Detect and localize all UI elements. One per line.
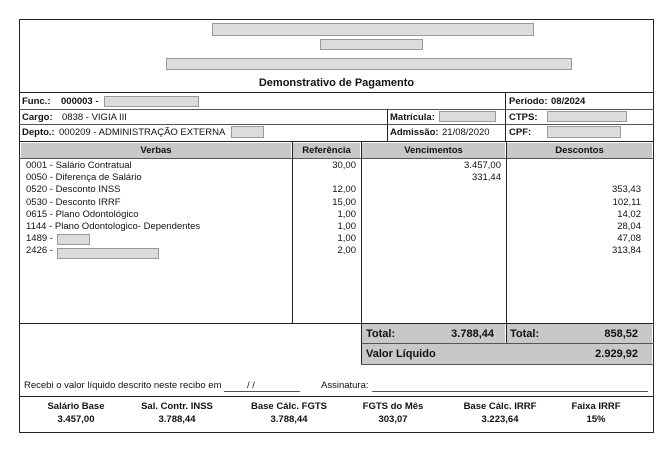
rule <box>19 92 654 93</box>
total-label-desc: Total: <box>510 328 540 340</box>
footer-label: Faixa IRRF <box>571 401 621 412</box>
cargo-label: Cargo: <box>22 112 53 123</box>
total-label-venc: Total: <box>366 328 396 340</box>
redacted-cpf <box>547 126 621 138</box>
rule <box>19 141 654 142</box>
footer-value: 303,07 <box>378 414 408 425</box>
line-item-desconto: 353,43 <box>611 184 641 196</box>
signature-label: Assinatura: <box>321 380 369 391</box>
line-item-referencia: 2,00 <box>337 245 356 257</box>
depto-label: Depto.: <box>22 127 55 138</box>
line-item-verba: 0520 - Desconto INSS <box>26 184 121 196</box>
cpf-label: CPF: <box>509 127 532 138</box>
matricula-label: Matrícula: <box>390 112 435 123</box>
divider <box>387 109 388 141</box>
line-item-referencia: 12,00 <box>332 184 356 196</box>
rule <box>361 364 654 365</box>
line-item-verba: 1489 - <box>26 233 53 245</box>
line-item-desconto: 28,04 <box>617 221 641 232</box>
func-value: 000003 - <box>61 96 99 107</box>
admissao-value: 21/08/2020 <box>442 127 490 138</box>
footer-value: 15% <box>586 414 606 425</box>
rule <box>19 124 654 125</box>
redacted-verba-2426 <box>57 248 159 259</box>
redacted-matricula <box>439 111 496 122</box>
redacted-employee-name <box>104 96 199 107</box>
func-label: Func.: <box>22 96 51 107</box>
date-line[interactable] <box>224 391 300 392</box>
line-item-referencia: 1,00 <box>337 233 356 245</box>
divider <box>505 109 506 141</box>
line-item-referencia: 30,00 <box>332 160 356 171</box>
footer-value: 3.223,64 <box>481 414 519 425</box>
redacted-depto-extra <box>231 126 264 138</box>
total-vencimentos: 3.788,44 <box>451 328 494 340</box>
col-verbas: Verbas <box>21 143 291 158</box>
cargo-value: 0838 - VIGIA III <box>62 112 127 123</box>
footer-value: 3.457,00 <box>57 414 95 425</box>
footer-label: Base Cálc. IRRF <box>463 401 537 412</box>
date-separator: / / <box>247 380 255 391</box>
line-item-verba: 0615 - Plano Odontológico <box>26 208 139 220</box>
periodo-value: 08/2024 <box>551 96 586 107</box>
line-item-verba: 2426 - <box>26 245 53 257</box>
depto-value: 000209 - ADMINISTRAÇÃO EXTERNA <box>59 127 226 138</box>
line-item-referencia: 1,00 <box>337 208 356 220</box>
col-descontos: Descontos <box>507 143 652 158</box>
ctps-label: CTPS: <box>509 112 538 123</box>
line-item-desconto: 47,08 <box>617 233 641 245</box>
line-item-vencimento: 3.457,00 <box>464 160 501 171</box>
col-referencia: Referência <box>293 143 360 158</box>
line-item-referencia: 15,00 <box>332 196 356 208</box>
footer-value: 3.788,44 <box>270 414 308 425</box>
footer-value: 3.788,44 <box>158 414 196 425</box>
footer-label: Salário Base <box>47 401 105 412</box>
redacted-company-id <box>320 39 423 50</box>
admissao-label: Admissão: <box>390 127 439 138</box>
redacted-company-address <box>166 58 572 70</box>
valor-liquido-label: Valor Líquido <box>366 348 436 360</box>
line-item-desconto: 313,84 <box>611 245 641 257</box>
line-item-verba: 0530 - Desconto IRRF <box>26 196 121 208</box>
valor-liquido-value: 2.929,92 <box>595 348 638 360</box>
rule <box>19 396 654 397</box>
line-item-referencia: 1,00 <box>337 221 356 232</box>
rule <box>19 109 654 110</box>
total-descontos: 858,52 <box>604 328 638 340</box>
footer-label: Sal. Contr. INSS <box>141 401 213 412</box>
divider <box>505 92 506 109</box>
line-item-verba: 1144 - Plano Odontologico- Dependentes <box>26 221 201 232</box>
document-title: Demonstrativo de Pagamento <box>258 77 415 89</box>
periodo-label: Período: <box>509 96 548 107</box>
footer-label: FGTS do Mês <box>362 401 424 412</box>
line-item-desconto: 14,02 <box>617 208 641 220</box>
rule <box>19 158 654 159</box>
redacted-verba-1489 <box>57 234 90 245</box>
line-item-vencimento: 331,44 <box>471 172 501 184</box>
line-item-verba: 0050 - Diferença de Salário <box>26 172 142 184</box>
line-item-verba: 0001 - Salário Contratual <box>26 160 132 171</box>
receipt-text: Recebi o valor líquido descrito neste recibo em <box>24 380 222 391</box>
col-vencimentos: Vencimentos <box>362 143 505 158</box>
line-item-desconto: 102,11 <box>612 196 641 208</box>
footer-label: Base Cálc. FGTS <box>250 401 328 412</box>
signature-line[interactable] <box>372 391 648 392</box>
redacted-ctps <box>547 111 627 122</box>
redacted-company-name <box>212 23 534 36</box>
